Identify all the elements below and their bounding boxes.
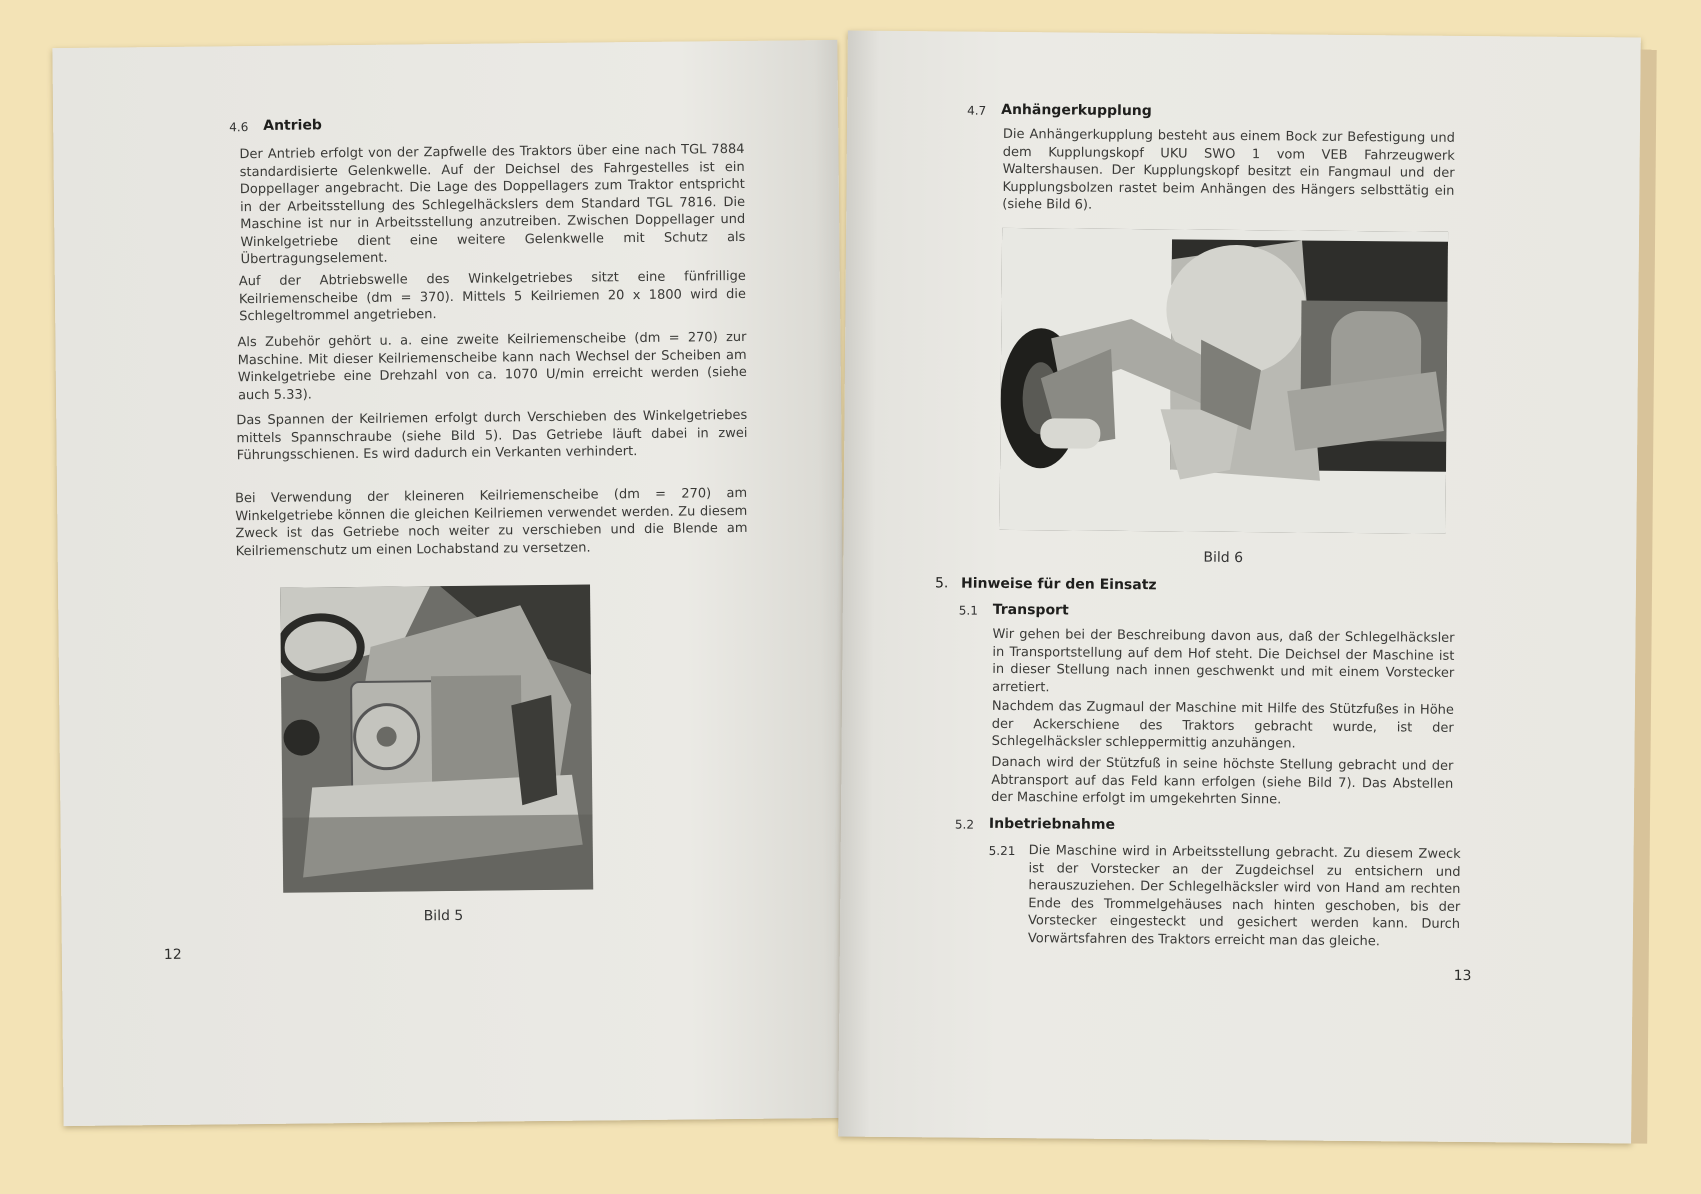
paragraph: Bei Verwendung der kleineren Keilriemenscheibe (dm = 270) am Winkelgetriebe können die gleichen Keilriemen verwendet werden. Zu diesem Zweck ist das Getriebe noch weiter zu verschieben und die Blende am Keilriemenschutz um einen Lochabstand zu versetzen. bbox=[235, 485, 748, 559]
paragraph: Das Spannen der Keilriemen erfolgt durch Verschieben des Winkelgetriebes mittels Spannschraube (siehe Bild 5). Das Getriebe läuft dabei in zwei Führungsschienen. Es wird dadurch ein Verkanten verhindert. bbox=[236, 407, 748, 464]
section-title: Inbetriebnahme bbox=[988, 815, 1116, 833]
section-number: 5.1 bbox=[958, 603, 978, 618]
paragraph: Nachdem das Zugmaul der Maschine mit Hilfe des Stützfußes in Höhe der Ackerschiene des Traktors gebracht wurde, ist der Schlegelhäcksler schleppermittig anzuhängen. bbox=[991, 698, 1454, 752]
paragraph: Auf der Abtriebswelle des Winkelgetriebes sitzt eine fünfrillige Keilriemenscheibe (dm = 370). Mittels 5 Keilriemen 20 x 1800 wird die Schlegeltrommel angetrieben. bbox=[238, 268, 747, 325]
paragraph: Die Maschine wird in Arbeitsstellung gebracht. Zu diesem Zweck ist der Vorstecker an der Zugdeichsel zu entsichern und herauszuziehen. Der Schlegelhäcksler wird von Hand am rechten Ende des Trommelgehäuses nach hinten geschoben, bis der Vorstecker eingesteckt und gesichert werden kann. Durch Vorwärtsfahren des Traktors erreicht man das gleiche. bbox=[1027, 843, 1461, 949]
figure-bild-5-photo bbox=[280, 585, 593, 893]
section-number: 4.7 bbox=[967, 103, 987, 118]
section-number: 4.6 bbox=[229, 120, 249, 135]
paragraph: Die Anhängerkupplung besteht aus einem Bock zur Befestigung und dem Kupplungskopf UKU SWO 1 vom VEB Fahrzeugwerk Waltershausen. Der Kupplungskopf besitzt ein Fangmaul und der Kupplungsbolzen rastet beim Anhängen des Hängers selbsttätig ein (siehe Bild 6). bbox=[1002, 126, 1455, 213]
section-title: Antrieb bbox=[263, 117, 323, 134]
paragraph: Wir gehen bei der Beschreibung davon aus, daß der Schlegelhäcksler in Transportstellung auf dem Hof steht. Die Deichsel der Maschine ist in dieser Stellung nach innen geschwenkt und mit einem Vorstecker arretiert. bbox=[992, 626, 1455, 695]
figure-caption: Bild 5 bbox=[423, 907, 464, 925]
paragraph: Als Zubehör gehört u. a. eine zweite Keilriemenscheibe (dm = 270) zur Maschine. Mit dieser Keilriemenscheibe kann nach Wechsel der Scheiben am Winkelgetriebe eine Drehzahl von ca. 1070 U/min erreicht werden (siehe auch 5.33). bbox=[237, 329, 747, 403]
figure-caption: Bild 6 bbox=[1203, 549, 1244, 567]
page-edge bbox=[1631, 49, 1657, 1143]
section-number: 5.21 bbox=[988, 843, 1016, 859]
section-title: Hinweise für den Einsatz bbox=[960, 575, 1157, 594]
section-number: 5. bbox=[934, 575, 949, 592]
section-title: Anhängerkupplung bbox=[1001, 101, 1152, 120]
right-page bbox=[838, 31, 1641, 1144]
page-number: 12 bbox=[163, 946, 182, 964]
paragraph: Der Antrieb erfolgt von der Zapfwelle des Traktors über eine nach TGL 7884 standardisierte Gelenkwelle. Auf der Deichsel des Fahrgestelles ist ein Doppellager angebracht. Die Lage des Doppellagers zum Traktor entspricht in der Arbeitsstellung des Schlegelhäckslers dem Standard TGL 7816. Die Maschine ist nur in Arbeitsstellung anzutreiben. Zwischen Doppellager und Winkelgetriebe dient eine weitere Gelenkwelle mit Schutz als Übertragungselement. bbox=[239, 141, 746, 268]
section-number: 5.2 bbox=[954, 817, 975, 832]
figure-bild-6-photo bbox=[999, 228, 1448, 534]
section-title: Transport bbox=[992, 601, 1069, 619]
page-number: 13 bbox=[1453, 967, 1472, 985]
left-page bbox=[52, 40, 848, 1126]
paragraph: Danach wird der Stützfuß in seine höchste Stellung gebracht und der Abtransport auf das Feld kann erfolgen (siehe Bild 7). Das Abstellen der Maschine erfolgt im umgekehrten Sinne. bbox=[991, 754, 1454, 808]
